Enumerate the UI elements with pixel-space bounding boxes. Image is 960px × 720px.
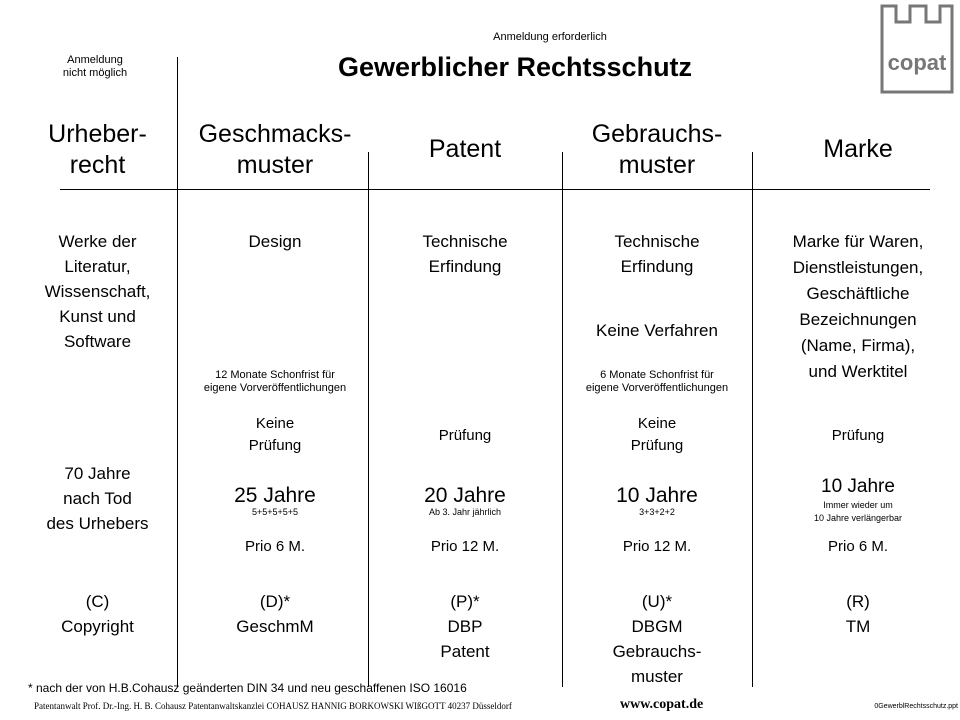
logo-text: copat (887, 50, 947, 75)
subject-line: Literatur, (64, 257, 131, 276)
top-note: Anmeldung erforderlich (493, 31, 607, 43)
term-line: 70 Jahre (64, 464, 131, 483)
grace-line: eigene Vorveröffentlichungen (203, 382, 347, 394)
divider-1 (177, 57, 178, 687)
subject-line: (Name, Firma), (800, 336, 916, 355)
symbol-line: GeschmM (236, 617, 314, 636)
subject-line: Technische (614, 232, 700, 251)
exam-gebrauchsmuster (562, 413, 752, 457)
subject-urheberrecht (30, 229, 165, 354)
symbol-line: (U)* (641, 592, 673, 611)
symbol-line: DBGM (631, 617, 683, 636)
term-geschmacksmuster: 25 Jahre (234, 484, 316, 507)
subject-patent (370, 229, 560, 279)
prio-geschmacksmuster: Prio 6 M. (244, 538, 305, 555)
col-head-marke (760, 134, 956, 165)
exam-line: Prüfung (248, 437, 302, 454)
extra-gebrauchsmuster: Keine Verfahren (596, 321, 718, 340)
term-note-marke (760, 499, 956, 525)
col-head-line: muster (236, 151, 314, 179)
term-gebrauchsmuster: 10 Jahre (616, 484, 698, 507)
divider-4 (752, 152, 753, 687)
symbol-line: (R) (846, 592, 870, 611)
grace-line: 12 Monate Schonfrist für (215, 369, 335, 381)
subject-gebrauchsmuster (562, 229, 752, 279)
exam-geschmacksmuster (180, 413, 370, 457)
footer-file: 0GewerblRechtsschutz.ppt (874, 703, 958, 710)
term-line: des Urhebers (46, 514, 149, 533)
symbol-line: (P)* (450, 592, 480, 611)
subject-line: Erfindung (620, 257, 694, 276)
symbol-line: Patent (440, 642, 490, 661)
term-note-patent: Ab 3. Jahr jährlich (428, 507, 502, 517)
term-patent: 20 Jahre (424, 484, 506, 507)
subject-line: Dienstleistungen, (792, 258, 924, 277)
term-line: nach Tod (63, 489, 132, 508)
symbol-patent (370, 589, 560, 664)
col-head-urheberrecht (30, 119, 165, 181)
col-head-line: Gebrauchs- (591, 120, 723, 148)
symbol-urheberrecht (30, 589, 165, 639)
subject-line: Wissenschaft, (44, 282, 151, 301)
subject-line: Marke für Waren, (792, 232, 924, 251)
col-head-line: recht (69, 151, 126, 179)
subject-marke (760, 229, 956, 385)
symbol-line: DBP (447, 617, 483, 636)
exam-line: Prüfung (831, 427, 885, 444)
exam-patent (370, 425, 560, 447)
exam-line: Keine (255, 415, 295, 432)
prio-patent: Prio 12 M. (430, 538, 500, 555)
subject-line: Bezeichnungen (799, 310, 917, 329)
symbol-line: muster (631, 667, 683, 686)
left-note (40, 54, 150, 80)
subject-line: Erfindung (428, 257, 502, 276)
grace-line: eigene Vorveröffentlichungen (585, 382, 729, 394)
term-note-line: 10 Jahre verlängerbar (813, 513, 903, 523)
col-head-patent (370, 134, 560, 165)
subject-line: Technische (422, 232, 508, 251)
term-marke: 10 Jahre (821, 476, 895, 497)
subject-line: Geschäftliche (806, 284, 910, 303)
term-note-geschmacksmuster: 5+5+5+5+5 (251, 507, 299, 517)
exam-line: Prüfung (438, 427, 492, 444)
col-head-line: Geschmacks- (198, 120, 352, 148)
subject-line: Werke der (58, 232, 137, 251)
page-title: Gewerblicher Rechtsschutz (337, 52, 693, 82)
symbol-line: Copyright (61, 617, 134, 636)
subject-geschmacksmuster (180, 229, 370, 254)
term-note-line: Immer wieder um (823, 500, 893, 510)
copat-logo (868, 2, 958, 98)
symbol-gebrauchsmuster (562, 589, 752, 689)
col-head-geschmacksmuster (180, 119, 370, 181)
left-note-line-1: Anmeldung (67, 54, 123, 66)
col-head-line: muster (618, 151, 696, 179)
grace-geschmacksmuster (180, 369, 370, 395)
subject-line: und Werktitel (808, 362, 908, 381)
col-head-line: Marke (823, 135, 893, 163)
grace-gebrauchsmuster (562, 369, 752, 395)
prio-marke: Prio 6 M. (827, 538, 888, 555)
subject-line: Design (248, 232, 302, 251)
footer-url[interactable]: www.copat.de (620, 697, 704, 712)
symbol-marke (760, 589, 956, 639)
col-head-line: Urheber- (48, 120, 147, 148)
exam-line: Prüfung (630, 437, 684, 454)
grace-line: 6 Monate Schonfrist für (600, 369, 714, 381)
symbol-line: (C) (85, 592, 110, 611)
subject-line: Software (63, 332, 132, 351)
subject-line: Kunst und (59, 307, 136, 326)
left-note-line-2: nicht möglich (62, 67, 128, 79)
exam-marke (760, 425, 956, 447)
symbol-geschmacksmuster (180, 589, 370, 639)
col-head-gebrauchsmuster (562, 119, 752, 181)
footnote: * nach der von H.B.Cohausz geänderten DIN 34 und neu geschaffenen ISO 16016 (28, 681, 467, 695)
exam-line: Keine (637, 415, 677, 432)
symbol-line: (D)* (259, 592, 291, 611)
prio-gebrauchsmuster: Prio 12 M. (622, 538, 692, 555)
term-urheberrecht (30, 461, 165, 536)
horizontal-rule (60, 189, 930, 190)
term-note-gebrauchsmuster: 3+3+2+2 (639, 507, 675, 517)
col-head-line: Patent (428, 135, 502, 163)
symbol-line: TM (845, 617, 871, 636)
symbol-line: Gebrauchs- (612, 642, 702, 661)
footer-left: Patentanwalt Prof. Dr.-Ing. H. B. Cohausz Patentanwaltskanzlei COHAUSZ HANNIG BORKOWSKI WIßGOTT 40237 Düsseldorf (34, 701, 512, 711)
